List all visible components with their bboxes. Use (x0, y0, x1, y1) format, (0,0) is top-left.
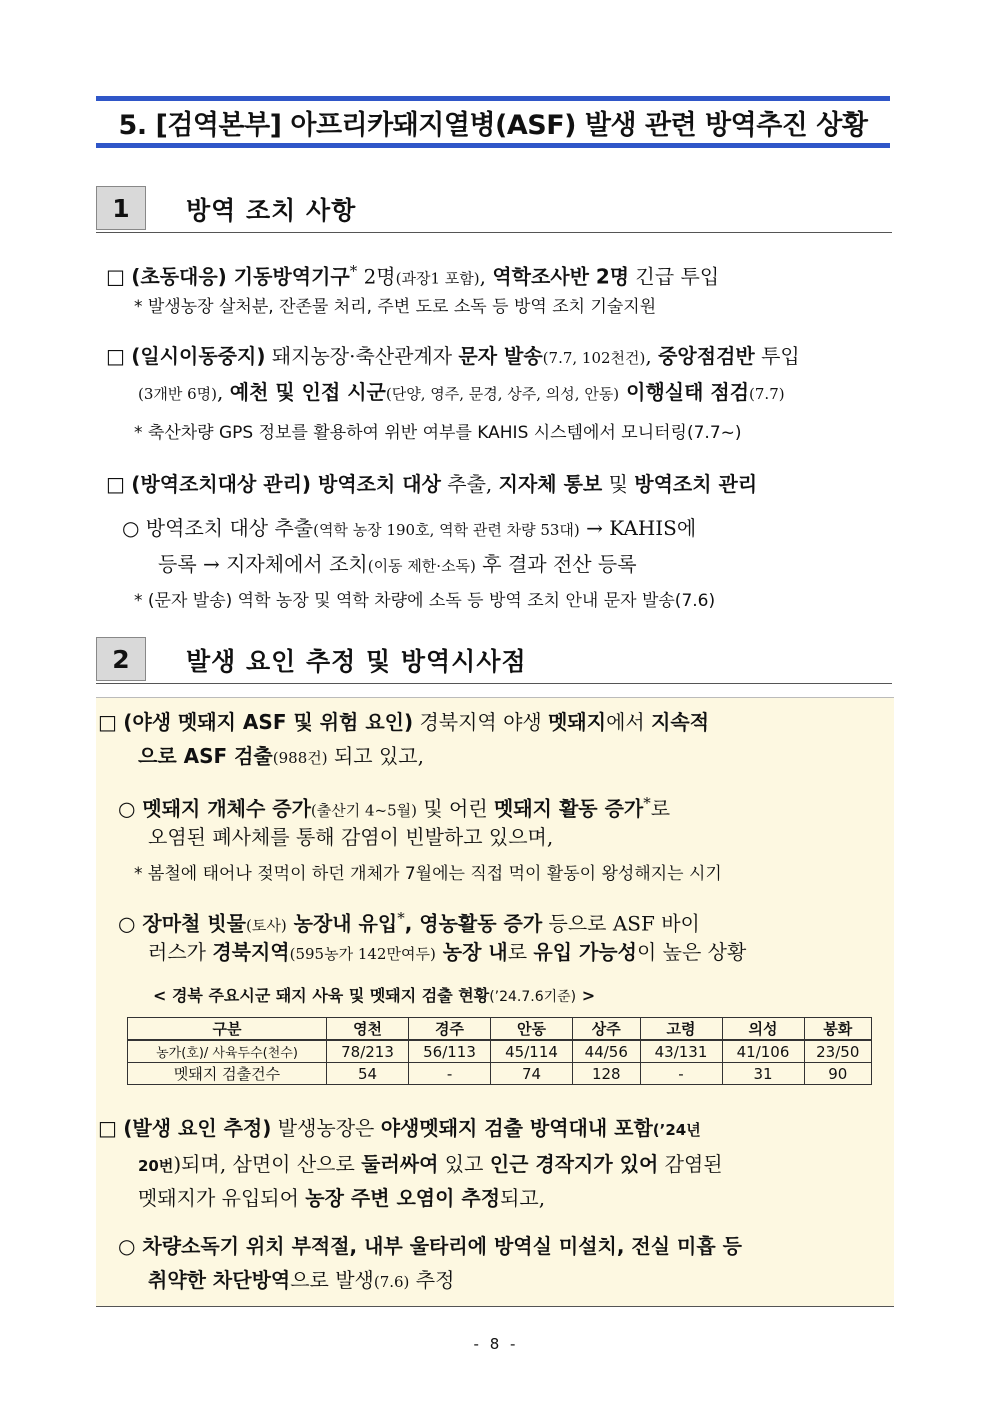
section-1-number: 1 (96, 186, 146, 230)
item-text: 역학조사반 2명 (492, 264, 630, 289)
item-lead: (야생 멧돼지 ASF 및 위험 요인) (123, 710, 414, 734)
item-text: 둘러싸여 (361, 1152, 439, 1176)
item-text: 추출, (440, 472, 499, 496)
item-paren: (출산기 4~5월) (310, 801, 417, 820)
table-cell: 74 (491, 1063, 573, 1085)
table-row (128, 1063, 872, 1085)
item-text: 에서 (606, 710, 652, 734)
checkbox-glyph: □ (98, 1116, 117, 1140)
item-text: 으로 발생 (290, 1268, 374, 1292)
item-text: 경북지역 (212, 940, 290, 964)
section-1-header (96, 186, 892, 233)
item-text: 및 (602, 472, 635, 496)
table-cell: 농가(호)/ 사육두수(천수) (128, 1040, 327, 1063)
item-text: , (479, 264, 493, 289)
item-text: )되며, 삼면이 산으로 (173, 1152, 362, 1176)
item-paren: (역학 농장 190호, 역학 관련 차량 53대) (313, 521, 580, 539)
item-text: 인근 경작지가 있어 (489, 1152, 659, 1176)
item-paren: (7.7, 102천건) (542, 349, 646, 367)
section-2-item-cause-estimate (98, 1115, 701, 1143)
item-paren: (7.6) (373, 1273, 410, 1291)
section-2-subitem-biosecurity-line2 (148, 1267, 454, 1295)
section-2-header (96, 637, 892, 684)
section-1-note-3: * (문자 발송) 역학 농장 및 역학 차량에 소독 등 방역 조치 안내 문자 발송(7.6) (134, 591, 716, 611)
item-text: 발생농장은 (271, 1116, 381, 1140)
item-text: 농장 내 (435, 940, 508, 964)
item-text: 중앙점검반 (658, 344, 755, 368)
item-text: 2명 (357, 264, 396, 289)
item-lead: (방역조치대상 관리) (131, 472, 312, 496)
section-2-subitem-population-line2: 오염된 폐사체를 통해 감염이 빈발하고 있으며, (148, 825, 554, 849)
section-1-note-1: * 발생농장 살처분, 잔존물 처리, 주변 도로 소독 등 방역 조치 기술지원 (134, 297, 657, 317)
table-cell: 23/50 (804, 1040, 871, 1063)
table-header-cell: 고령 (640, 1018, 722, 1041)
item-text: 멧돼지 개체수 증가 (135, 796, 311, 821)
table-cell: 45/114 (491, 1040, 573, 1063)
item-text: 경북지역 야생 (413, 710, 549, 734)
table-cell: 54 (327, 1063, 409, 1085)
section-2-item-cause-estimate-line2 (138, 1151, 723, 1179)
item-paren: (과장1 포함) (395, 269, 480, 288)
bullet-glyph: ○ (118, 911, 136, 936)
table-cell: 41/106 (722, 1040, 804, 1063)
table-header-cell: 상주 (573, 1018, 640, 1041)
page-number: - 8 - (473, 1335, 519, 1353)
item-text: 러스가 (148, 940, 213, 964)
section-1-subitem-extraction-line2 (158, 551, 637, 579)
item-text: , (645, 344, 659, 368)
title-banner (96, 96, 890, 148)
footnote-mark: * (349, 262, 358, 280)
footnote-mark: * (397, 909, 405, 927)
item-text: 방역조치 대상 (311, 472, 441, 496)
section-2-note-1: * 봄철에 태어나 젖먹이 하던 개체가 7월에는 직접 먹이 활동이 왕성해지는 시기 (134, 864, 722, 884)
item-text: 추정 (409, 1268, 455, 1292)
item-text: 긴급 투입 (629, 264, 720, 289)
checkbox-glyph: □ (106, 472, 125, 496)
table-caption (153, 985, 595, 1008)
checkbox-glyph: □ (106, 344, 125, 368)
section-2-item-cause-estimate-line3 (138, 1185, 545, 1211)
table-cell: - (409, 1063, 491, 1085)
caption-date: (’24.7.6기준) (489, 989, 577, 1005)
checkbox-glyph: □ (98, 710, 117, 734)
item-text: 농장 주변 오염이 추정 (305, 1186, 501, 1210)
item-text: 이 높은 상황 (636, 940, 747, 964)
item-text: 기동방역기구 (226, 264, 350, 289)
item-text: 방역조치 대상 추출 (139, 516, 314, 540)
item-text: 멧돼지 활동 증가 (494, 796, 644, 821)
table-header-cell: 봉화 (804, 1018, 871, 1041)
item-paren: (7.7) (749, 385, 785, 403)
section-2-subitem-rain-line2 (148, 939, 746, 967)
section-1-item-movement-halt (106, 343, 800, 371)
table-cell: 31 (722, 1063, 804, 1085)
item-text: → KAHIS에 (579, 516, 697, 540)
item-text: 유입 가능성 (533, 940, 637, 964)
section-2-subitem-biosecurity (118, 1233, 742, 1259)
section-1-subitem-extraction (122, 515, 696, 543)
item-text: 이행실태 점검 (619, 380, 750, 404)
table-cell: 78/213 (327, 1040, 409, 1063)
item-text: , 영농활동 증가 (404, 911, 543, 936)
section-2-item-wild-boar (98, 709, 709, 735)
item-text: 취약한 차단방역 (148, 1268, 291, 1292)
item-text: 문자 발송 (458, 344, 543, 368)
table-header-cell: 구분 (128, 1018, 327, 1041)
table-header-cell: 의성 (722, 1018, 804, 1041)
item-paren: (이동 제한·소독) (367, 557, 476, 575)
table-header-cell: 경주 (409, 1018, 491, 1041)
table-cell: - (640, 1063, 722, 1085)
table-header-cell: 영천 (327, 1018, 409, 1041)
bullet-glyph: ○ (118, 796, 136, 821)
item-text: 야생멧돼지 검출 방역대내 포함 (380, 1116, 653, 1140)
item-text: 감염된 (658, 1152, 723, 1176)
footnote-mark: * (643, 794, 651, 812)
section-2-item-wild-boar-line2 (138, 743, 424, 771)
item-text: 차량소독기 위치 부적절, 내부 울타리에 방역실 미설치, 전실 미흡 등 (135, 1234, 742, 1258)
checkbox-glyph: □ (106, 264, 125, 289)
section-2-subitem-population (118, 790, 670, 824)
item-text: 농장내 유입 (286, 911, 398, 936)
item-text: 있고 (438, 1152, 490, 1176)
item-paren: 20번 (138, 1157, 174, 1175)
item-text: 돼지농장·축산관계자 (265, 344, 459, 368)
bullet-glyph: ○ (118, 1234, 136, 1258)
region-statistics-table (127, 1017, 872, 1085)
item-paren: (단양, 영주, 문경, 상주, 의성, 안동) (385, 385, 620, 403)
item-text: , (217, 380, 230, 404)
item-paren: (3개반 6명) (138, 385, 218, 403)
item-text: 지자체 통보 (498, 472, 603, 496)
table-header-cell: 안동 (491, 1018, 573, 1041)
item-text: 멧돼지 (548, 710, 607, 734)
item-paren: (595농가 142만여두) (289, 945, 436, 963)
table-cell: 56/113 (409, 1040, 491, 1063)
table-header-row (128, 1018, 872, 1041)
section-1-title: 방역 조치 사항 (186, 196, 357, 225)
item-text: 지속적 (651, 710, 710, 734)
item-lead: (초동대응) (131, 264, 227, 289)
item-lead: (일시이동중지) (131, 344, 266, 368)
item-text: 등으로 ASF 바이 (542, 911, 700, 936)
item-text: 으로 ASF 검출 (138, 744, 273, 768)
section-1-item-target-management (106, 471, 757, 497)
item-text: 후 결과 전산 등록 (475, 552, 637, 576)
item-text: 로 (507, 940, 534, 964)
item-text: 방역조치 관리 (634, 472, 758, 496)
section-1-note-2: * 축산차량 GPS 정보를 활용하여 위반 여부를 KAHIS 시스템에서 모니터링(7.7~) (134, 423, 742, 443)
item-text: 투입 (754, 344, 800, 368)
section-2-subitem-rain (118, 905, 700, 939)
item-paren: (988건) (272, 749, 328, 767)
item-lead: (발생 요인 추정) (123, 1116, 272, 1140)
table-cell: 44/56 (573, 1040, 640, 1063)
table-cell: 43/131 (640, 1040, 722, 1063)
item-paren: (’24년 (652, 1121, 701, 1139)
item-text: 장마철 빗물 (135, 911, 246, 936)
section-2-title: 발생 요인 추정 및 방역시사점 (186, 647, 527, 676)
section-1-item-initial-response (106, 258, 719, 292)
table-cell: 90 (804, 1063, 871, 1085)
item-text: 및 어린 (417, 796, 495, 821)
table-row (128, 1040, 872, 1063)
item-text: 예천 및 인접 시군 (229, 380, 386, 404)
item-paren: (토사) (245, 916, 287, 935)
section-1-item-movement-halt-line2 (138, 379, 785, 407)
caption-text: < 경북 주요시군 돼지 사육 및 멧돼지 검출 현황 (153, 986, 490, 1005)
page-title: 5. [검역본부] 아프리카돼지열병(ASF) 발생 관련 방역추진 상황 (118, 109, 868, 141)
item-text: 멧돼지가 유입되어 (138, 1186, 306, 1210)
bullet-glyph: ○ (122, 516, 140, 540)
table-cell: 멧돼지 검출건수 (128, 1063, 327, 1085)
item-text: 등록 → 지자체에서 조치 (158, 552, 368, 576)
item-text: 되고, (500, 1186, 546, 1210)
table-cell: 128 (573, 1063, 640, 1085)
item-text: 로 (650, 796, 671, 821)
section-2-number: 2 (96, 637, 146, 681)
caption-text: > (576, 986, 596, 1005)
item-text: 되고 있고, (327, 744, 424, 768)
